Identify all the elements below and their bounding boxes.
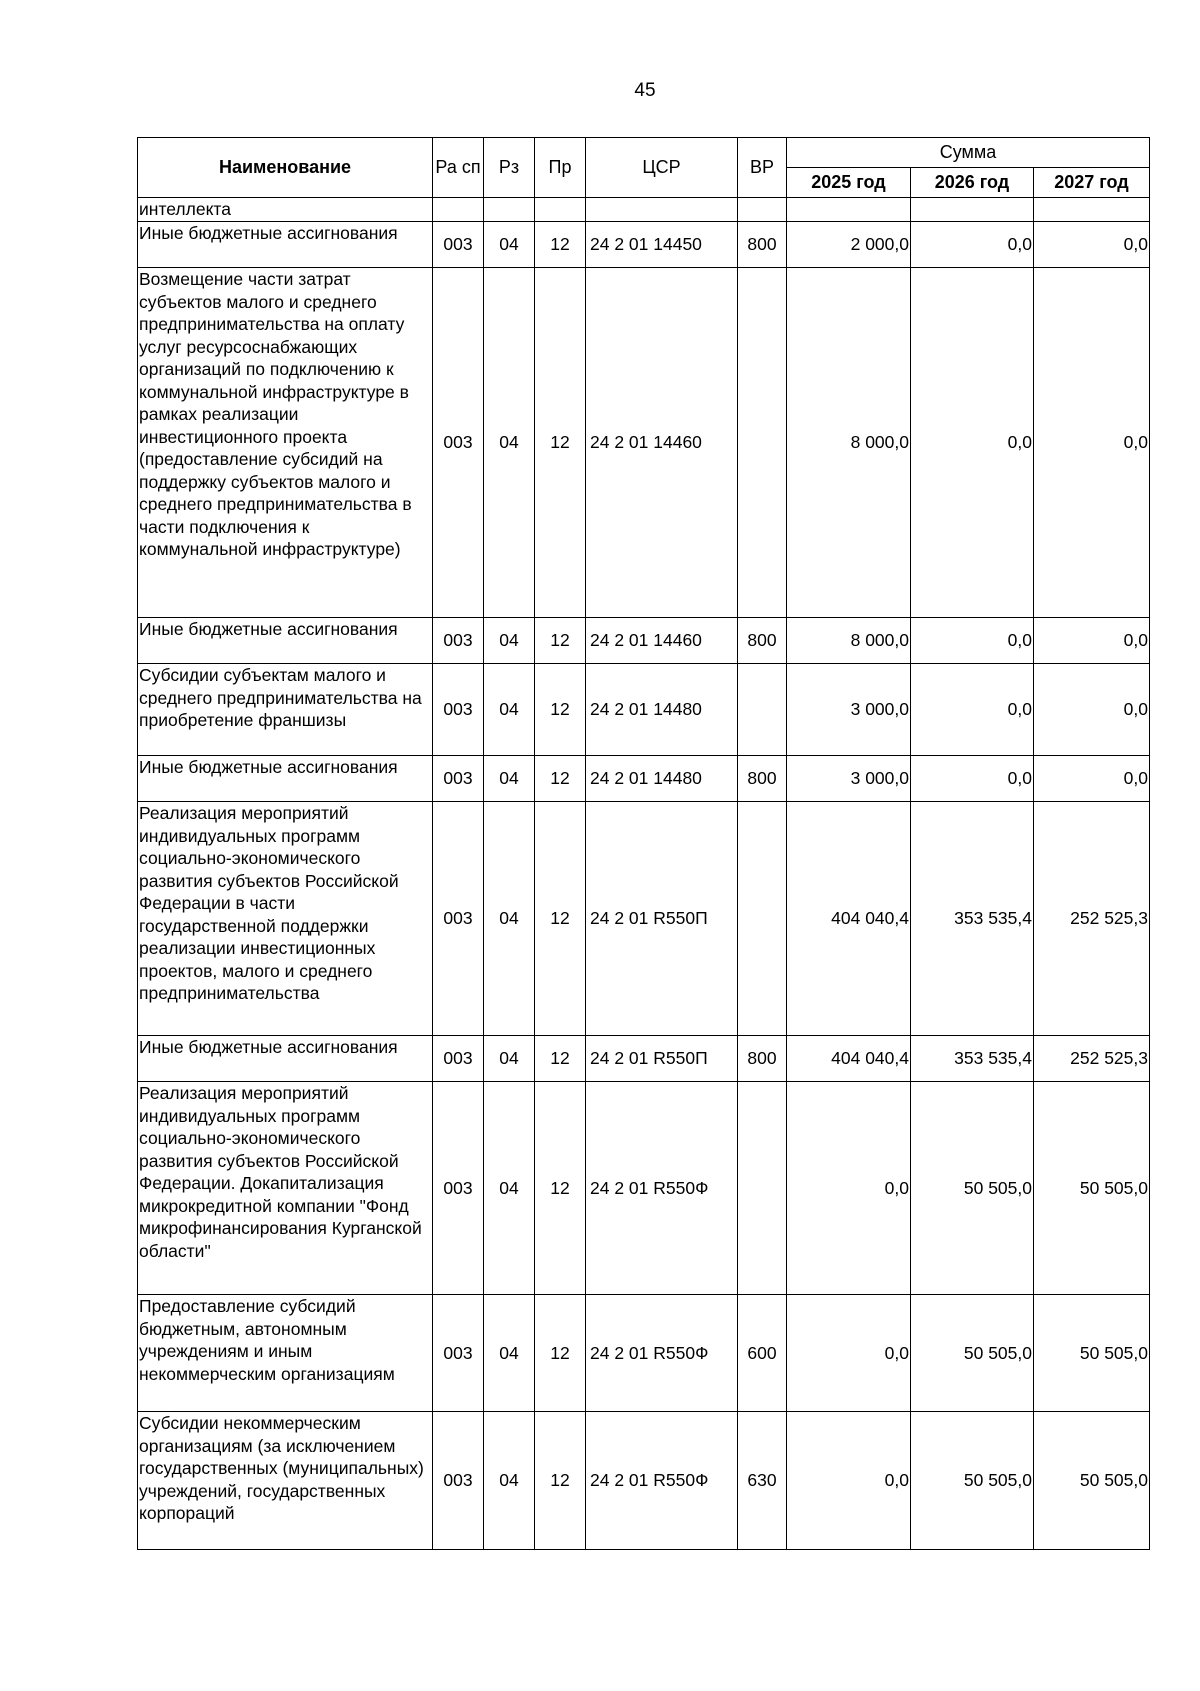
cell-pr: 12 [535, 268, 586, 618]
cell-vr: 600 [738, 1295, 787, 1412]
cell-amount-2026: 353 535,4 [911, 802, 1034, 1036]
cell-vr [738, 268, 787, 618]
header-year-2026: 2026 год [911, 168, 1034, 198]
cell-csr: 24 2 01 14460 [586, 618, 738, 664]
cell-rz: 04 [484, 1036, 535, 1082]
table-row [138, 222, 1150, 268]
cell-vr: 800 [738, 756, 787, 802]
cell-csr: 24 2 01 14450 [586, 222, 738, 268]
cell-csr: 24 2 01 14480 [586, 756, 738, 802]
cell-vr [738, 1082, 787, 1295]
table-row [138, 664, 1150, 756]
cell-amount-2026: 50 505,0 [911, 1082, 1034, 1295]
table-row [138, 1412, 1150, 1550]
cell-name: интеллекта [138, 198, 433, 222]
cell-amount-2026: 0,0 [911, 664, 1034, 756]
header-name: Наименование [138, 138, 433, 198]
cell-amount-2026: 0,0 [911, 222, 1034, 268]
header-sum: Сумма [787, 138, 1150, 168]
cell-csr [586, 198, 738, 222]
page-number: 45 [634, 80, 656, 101]
cell-rz: 04 [484, 664, 535, 756]
cell-amount-2026: 50 505,0 [911, 1412, 1034, 1550]
cell-rz: 04 [484, 268, 535, 618]
cell-rasp [433, 198, 484, 222]
header-rz: Рз [484, 138, 535, 198]
cell-name: Иные бюджетные ассигнования [138, 756, 433, 802]
cell-vr [738, 198, 787, 222]
cell-amount-2027: 0,0 [1034, 222, 1150, 268]
header-year-2027: 2027 год [1034, 168, 1150, 198]
cell-rz: 04 [484, 802, 535, 1036]
table-row [138, 268, 1150, 618]
cell-amount-2025: 3 000,0 [787, 664, 911, 756]
cell-amount-2027: 252 525,3 [1034, 1036, 1150, 1082]
header-pr: Пр [535, 138, 586, 198]
cell-amount-2026 [911, 198, 1034, 222]
cell-amount-2025: 404 040,4 [787, 802, 911, 1036]
cell-name: Предоставление субсидий бюджетным, автономным учреждениям и иным некоммерческим организациям [138, 1295, 433, 1412]
table-row [138, 198, 1150, 222]
cell-pr: 12 [535, 222, 586, 268]
table-row [138, 1036, 1150, 1082]
cell-amount-2027 [1034, 198, 1150, 222]
cell-rasp: 003 [433, 1412, 484, 1550]
table-row [138, 618, 1150, 664]
cell-pr: 12 [535, 1412, 586, 1550]
cell-rz [484, 198, 535, 222]
cell-amount-2027: 50 505,0 [1034, 1082, 1150, 1295]
cell-amount-2027: 0,0 [1034, 664, 1150, 756]
cell-rasp: 003 [433, 1082, 484, 1295]
cell-vr: 800 [738, 618, 787, 664]
table-body [138, 198, 1150, 1550]
cell-pr: 12 [535, 802, 586, 1036]
cell-rasp: 003 [433, 756, 484, 802]
cell-amount-2025: 8 000,0 [787, 268, 911, 618]
cell-amount-2027: 252 525,3 [1034, 802, 1150, 1036]
cell-pr: 12 [535, 756, 586, 802]
cell-rz: 04 [484, 222, 535, 268]
budget-table [137, 137, 1150, 1550]
cell-vr: 800 [738, 1036, 787, 1082]
cell-rasp: 003 [433, 1036, 484, 1082]
cell-name: Иные бюджетные ассигнования [138, 1036, 433, 1082]
cell-amount-2026: 50 505,0 [911, 1295, 1034, 1412]
cell-vr: 630 [738, 1412, 787, 1550]
cell-rz: 04 [484, 1412, 535, 1550]
cell-name: Иные бюджетные ассигнования [138, 618, 433, 664]
table-row [138, 756, 1150, 802]
cell-name: Реализация мероприятий индивидуальных программ социально-экономического развития субъектов Российской Федерации. Докапитализация микрокредитной компании "Фонд микрофинансирования Курганской области" [138, 1082, 433, 1295]
cell-amount-2026: 0,0 [911, 756, 1034, 802]
cell-csr: 24 2 01 R550Ф [586, 1412, 738, 1550]
cell-rasp: 003 [433, 664, 484, 756]
cell-csr: 24 2 01 R550П [586, 1036, 738, 1082]
cell-amount-2025 [787, 198, 911, 222]
cell-amount-2025: 3 000,0 [787, 756, 911, 802]
cell-pr [535, 198, 586, 222]
cell-rasp: 003 [433, 618, 484, 664]
cell-rasp: 003 [433, 222, 484, 268]
cell-amount-2027: 0,0 [1034, 268, 1150, 618]
cell-name: Реализация мероприятий индивидуальных программ социально-экономического развития субъектов Российской Федерации в части государственной поддержки реализации инвестиционных проектов, малого и среднего предпринимательства [138, 802, 433, 1036]
cell-amount-2026: 0,0 [911, 618, 1034, 664]
table-row [138, 1082, 1150, 1295]
header-rasp: Ра сп [433, 138, 484, 198]
cell-amount-2025: 0,0 [787, 1412, 911, 1550]
cell-pr: 12 [535, 664, 586, 756]
cell-amount-2025: 2 000,0 [787, 222, 911, 268]
header-vr: ВР [738, 138, 787, 198]
cell-rz: 04 [484, 618, 535, 664]
cell-pr: 12 [535, 618, 586, 664]
cell-amount-2027: 50 505,0 [1034, 1295, 1150, 1412]
cell-name: Субсидии субъектам малого и среднего предпринимательства на приобретение франшизы [138, 664, 433, 756]
header-year-2025: 2025 год [787, 168, 911, 198]
cell-amount-2027: 0,0 [1034, 618, 1150, 664]
cell-amount-2026: 0,0 [911, 268, 1034, 618]
cell-name: Субсидии некоммерческим организациям (за исключением государственных (муниципальных) учреждений, государственных корпораций [138, 1412, 433, 1550]
cell-rz: 04 [484, 1295, 535, 1412]
cell-name: Иные бюджетные ассигнования [138, 222, 433, 268]
cell-amount-2027: 50 505,0 [1034, 1412, 1150, 1550]
cell-pr: 12 [535, 1082, 586, 1295]
cell-csr: 24 2 01 R550Ф [586, 1082, 738, 1295]
table-row [138, 802, 1150, 1036]
cell-amount-2025: 8 000,0 [787, 618, 911, 664]
cell-vr [738, 664, 787, 756]
cell-amount-2026: 353 535,4 [911, 1036, 1034, 1082]
cell-csr: 24 2 01 14480 [586, 664, 738, 756]
cell-vr: 800 [738, 222, 787, 268]
cell-amount-2025: 0,0 [787, 1295, 911, 1412]
cell-pr: 12 [535, 1036, 586, 1082]
header-csr: ЦСР [586, 138, 738, 198]
cell-pr: 12 [535, 1295, 586, 1412]
cell-vr [738, 802, 787, 1036]
cell-amount-2025: 0,0 [787, 1082, 911, 1295]
cell-name: Возмещение части затрат субъектов малого и среднего предпринимательства на оплату услуг ресурсоснабжающих организаций по подключению к коммунальной инфраструктуре в рамках реализации инвестиционного проекта (предоставление субсидий на поддержку субъектов малого и среднего предпринимательства в части подключения к коммунальной инфраструктуре) [138, 268, 433, 618]
cell-rasp: 003 [433, 802, 484, 1036]
cell-csr: 24 2 01 14460 [586, 268, 738, 618]
cell-amount-2025: 404 040,4 [787, 1036, 911, 1082]
cell-amount-2027: 0,0 [1034, 756, 1150, 802]
cell-csr: 24 2 01 R550П [586, 802, 738, 1036]
cell-rasp: 003 [433, 1295, 484, 1412]
cell-rz: 04 [484, 756, 535, 802]
cell-rz: 04 [484, 1082, 535, 1295]
cell-csr: 24 2 01 R550Ф [586, 1295, 738, 1412]
cell-rasp: 003 [433, 268, 484, 618]
table-header [138, 138, 1150, 198]
table-row [138, 1295, 1150, 1412]
